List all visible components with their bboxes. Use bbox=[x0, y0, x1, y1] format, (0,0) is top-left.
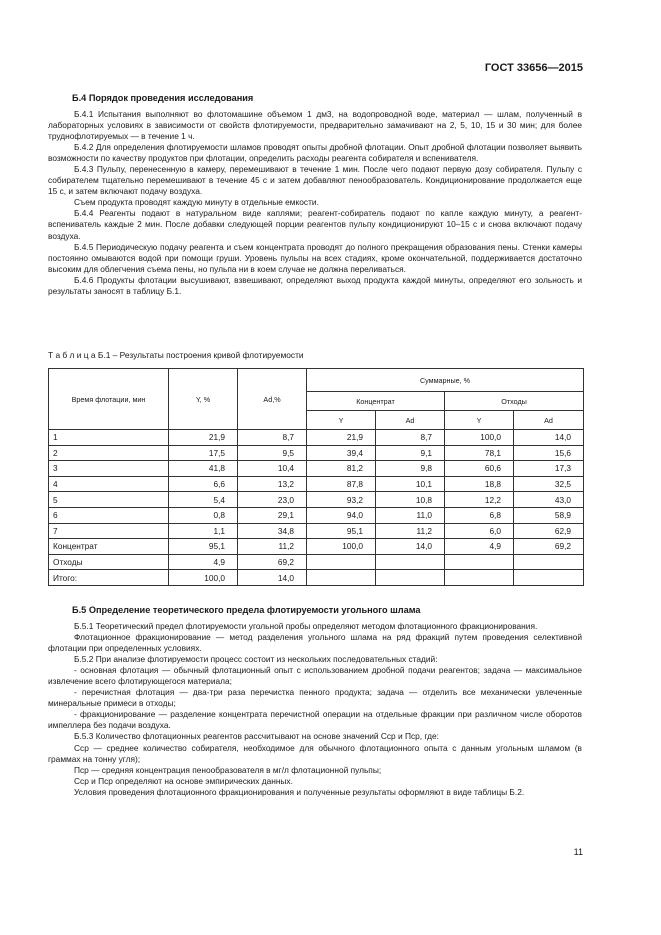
header-tail-ad: Ad bbox=[514, 411, 584, 430]
table-row bbox=[49, 570, 584, 586]
table-cell: 14,0 bbox=[376, 539, 445, 555]
header-conc-y: Y bbox=[307, 411, 376, 430]
table-cell: 93,2 bbox=[307, 492, 376, 508]
table-cell: 100,0 bbox=[307, 539, 376, 555]
paragraph-b4-1: Б.4.1 Испытания выполняют во флотомашине объемом 1 дм3, на водопроводной воде, материал — шлам, полученный в лабораторных условиях в зависимости от свойств флотируемости, предварительно замачивают на 2, 5, 10, 15 и 30 мин; для более труднофлотируемых — в течение 1 ч. bbox=[48, 109, 582, 142]
header-concentrate: Концентрат bbox=[307, 392, 445, 411]
table-cell: 10,1 bbox=[376, 476, 445, 492]
row-label: 5 bbox=[49, 492, 169, 508]
table-cell: 60,6 bbox=[445, 461, 514, 477]
paragraph-b4-4: Б.4.4 Реагенты подают в натуральном виде каплями; реагент-собиратель подают по капле каждую минуту, а реагент-вспениватель каждые 2 мин. После добавки следующей порции реагентов пульпу кондиционируют 10–15 с и снова включают подачу воздуха. bbox=[48, 208, 582, 241]
table-cell: 8,7 bbox=[376, 430, 445, 446]
page-number: 11 bbox=[573, 847, 583, 857]
table-cell: 81,2 bbox=[307, 461, 376, 477]
header-tail-y: Y bbox=[445, 411, 514, 430]
paragraph-b5-pcp: Пср — средняя концентрация пенообразователя в мг/л флотационной пульпы; bbox=[74, 764, 382, 775]
row-label: Отходы bbox=[49, 554, 169, 570]
paragraph-b5-stage-3: - фракционирование — разделение концентрата перечистной операции на отдельные фракции при различном числе оборотов импеллера без подачи воздуха. bbox=[48, 709, 582, 731]
table-cell: 69,2 bbox=[514, 539, 584, 555]
table-cell: 23,0 bbox=[238, 492, 307, 508]
table-cell: 43,0 bbox=[514, 492, 584, 508]
paragraph-b5-3: Б.5.3 Количество флотационных реагентов рассчитывают на основе значений Сср и Пср, где: bbox=[74, 731, 439, 742]
table-cell: 9,8 bbox=[376, 461, 445, 477]
table-row bbox=[49, 554, 584, 570]
table-cell: 10,8 bbox=[376, 492, 445, 508]
row-label: 3 bbox=[49, 461, 169, 477]
table-cell: 95,1 bbox=[307, 523, 376, 539]
table-cell bbox=[376, 554, 445, 570]
table-caption: Т а б л и ц а Б.1 – Результаты построения кривой флотируемости bbox=[48, 350, 304, 360]
table-cell: 6,8 bbox=[445, 507, 514, 523]
table-cell bbox=[445, 570, 514, 586]
table-cell: 9,5 bbox=[238, 445, 307, 461]
table-row bbox=[49, 539, 584, 555]
table-cell: 8,7 bbox=[238, 430, 307, 446]
table-cell: 78,1 bbox=[445, 445, 514, 461]
table-cell: 94,0 bbox=[307, 507, 376, 523]
table-cell bbox=[376, 570, 445, 586]
table-cell: 11,2 bbox=[238, 539, 307, 555]
table-cell: 29,1 bbox=[238, 507, 307, 523]
table-cell bbox=[514, 570, 584, 586]
table-cell: 14,0 bbox=[514, 430, 584, 446]
table-cell bbox=[307, 570, 376, 586]
table-cell: 10,4 bbox=[238, 461, 307, 477]
table-cell: 6,6 bbox=[169, 476, 238, 492]
table-row bbox=[49, 507, 584, 523]
section-b5-title: Б.5 Определение теоретического предела флотируемости угольного шлама bbox=[72, 605, 421, 615]
paragraph-b5-ccp: Сср — среднее количество собирателя, необходимое для обычного флотационного опыта с данным угольным шламом (в граммах на тонну угля); bbox=[48, 742, 582, 764]
table-cell: 4,9 bbox=[445, 539, 514, 555]
table-cell: 11,0 bbox=[376, 507, 445, 523]
row-label: 2 bbox=[49, 445, 169, 461]
table-cell: 32,5 bbox=[514, 476, 584, 492]
row-label: 4 bbox=[49, 476, 169, 492]
table-cell bbox=[307, 554, 376, 570]
table-cell: 34,8 bbox=[238, 523, 307, 539]
paragraph-b5-1: Б.5.1 Теоретический предел флотируемости угольной пробы определяют методом флотационного фракционирования. bbox=[74, 621, 538, 631]
table-row bbox=[49, 445, 584, 461]
paragraph-b4-3: Б.4.3 Пульпу, перенесенную в камеру, перемешивают в течение 1 мин. После чего подают первую дозу собирателя. Пульпу с собирателем тщательно перемешивают в течение 45 с и затем добавляют пенообразователь. Кондиционирование продолжается еще 15 с, и затем включают подачу воздуха. bbox=[48, 164, 582, 197]
row-label: 1 bbox=[49, 430, 169, 446]
table-cell: 69,2 bbox=[238, 554, 307, 570]
table-cell: 4,9 bbox=[169, 554, 238, 570]
table-cell: 87,8 bbox=[307, 476, 376, 492]
table-cell bbox=[514, 554, 584, 570]
table-cell bbox=[445, 554, 514, 570]
table-row bbox=[49, 492, 584, 508]
section-b5-body bbox=[48, 621, 582, 798]
table-cell: 13,2 bbox=[238, 476, 307, 492]
paragraph-b5-def: Флотационное фракционирование — метод разделения угольного шлама на ряд фракций путем проведения селективной флотации при определенных условиях. bbox=[48, 632, 582, 654]
table-cell: 17,3 bbox=[514, 461, 584, 477]
table-cell: 100,0 bbox=[169, 570, 238, 586]
section-b4-body bbox=[48, 109, 582, 297]
section-b4-title: Б.4 Порядок проведения исследования bbox=[72, 93, 254, 103]
paragraph-b4-2: Б.4.2 Для определения флотируемости шламов проводят опыты дробной флотации. Опыт дробной флотации позволяет выявить возможности по качеству продуктов при флотации, определить расходы реагента собирателя и вспенивателя. bbox=[48, 142, 582, 164]
paragraph-b5-empirical: Сср и Пср определяют на основе эмпирических данных. bbox=[74, 775, 293, 786]
table-cell: 9,1 bbox=[376, 445, 445, 461]
paragraph-b4-5: Б.4.5 Периодическую подачу реагента и съем концентрата проводят до полного прекращения образования пены. Стенки камеры постоянно омываются водой при помощи груши. Уровень пульпы на всех стадиях, кроме окончательной, поддерживается достаточно высоким для облегчения съема пены, но пульпа ни в коем случае не должна переливаться. bbox=[48, 241, 582, 274]
table-row bbox=[49, 523, 584, 539]
table-cell: 58,9 bbox=[514, 507, 584, 523]
table-cell: 6,0 bbox=[445, 523, 514, 539]
table-cell: 1,1 bbox=[169, 523, 238, 539]
paragraph-b5-stage-1: - основная флотация — обычный флотационный опыт с использованием дробной подачи реагентов; задача — максимальное извлечение всего флотирующегося материала; bbox=[48, 665, 582, 687]
table-row bbox=[49, 461, 584, 477]
table-body bbox=[49, 430, 584, 586]
paragraph-b5-2: Б.5.2 При анализе флотируемости процесс состоит из нескольких последовательных стадий: bbox=[74, 654, 438, 665]
table-cell: 41,8 bbox=[169, 461, 238, 477]
row-label: Итого: bbox=[49, 570, 169, 586]
header-conc-ad: Ad bbox=[376, 411, 445, 430]
row-label: 7 bbox=[49, 523, 169, 539]
table-cell: 95,1 bbox=[169, 539, 238, 555]
header-tailings: Отходы bbox=[445, 392, 584, 411]
table-cell: 15,6 bbox=[514, 445, 584, 461]
table-row bbox=[49, 430, 584, 446]
table-cell: 21,9 bbox=[169, 430, 238, 446]
flotation-results-table bbox=[48, 368, 584, 586]
table-cell: 12,2 bbox=[445, 492, 514, 508]
header-ad: Ad,% bbox=[238, 369, 307, 430]
row-label: Концентрат bbox=[49, 539, 169, 555]
table-cell: 5,4 bbox=[169, 492, 238, 508]
paragraph-b5-conditions: Условия проведения флотационного фракционирования и полученные результаты оформляют в виде таблицы Б.2. bbox=[74, 786, 525, 797]
paragraph-b5-stage-2: - перечистная флотация — два-три раза перечистка пенного продукта; задача — отделить все механически увлеченные минеральные примеси в отходы; bbox=[48, 687, 582, 709]
paragraph-b4-6: Б.4.6 Продукты флотации высушивают, взвешивают, определяют выход продукта каждой минуты, определяют его зольность и результаты заносят в таблицу Б.1. bbox=[48, 274, 582, 296]
table-cell: 18,8 bbox=[445, 476, 514, 492]
table-cell: 17,5 bbox=[169, 445, 238, 461]
table-cell: 62,9 bbox=[514, 523, 584, 539]
table-cell: 21,9 bbox=[307, 430, 376, 446]
header-y: Y, % bbox=[169, 369, 238, 430]
row-label: 6 bbox=[49, 507, 169, 523]
table-cell: 100,0 bbox=[445, 430, 514, 446]
table-cell: 39,4 bbox=[307, 445, 376, 461]
table-cell: 0,8 bbox=[169, 507, 238, 523]
header-time: Время флотации, мин bbox=[49, 369, 169, 430]
table-cell: 11,2 bbox=[376, 523, 445, 539]
table-row bbox=[49, 476, 584, 492]
document-id: ГОСТ 33656—2015 bbox=[484, 62, 583, 74]
table-cell: 14,0 bbox=[238, 570, 307, 586]
header-summary: Суммарные, % bbox=[307, 369, 584, 392]
paragraph-b4-3b: Съем продукта проводят каждую минуту в отдельные емкости. bbox=[74, 197, 319, 208]
